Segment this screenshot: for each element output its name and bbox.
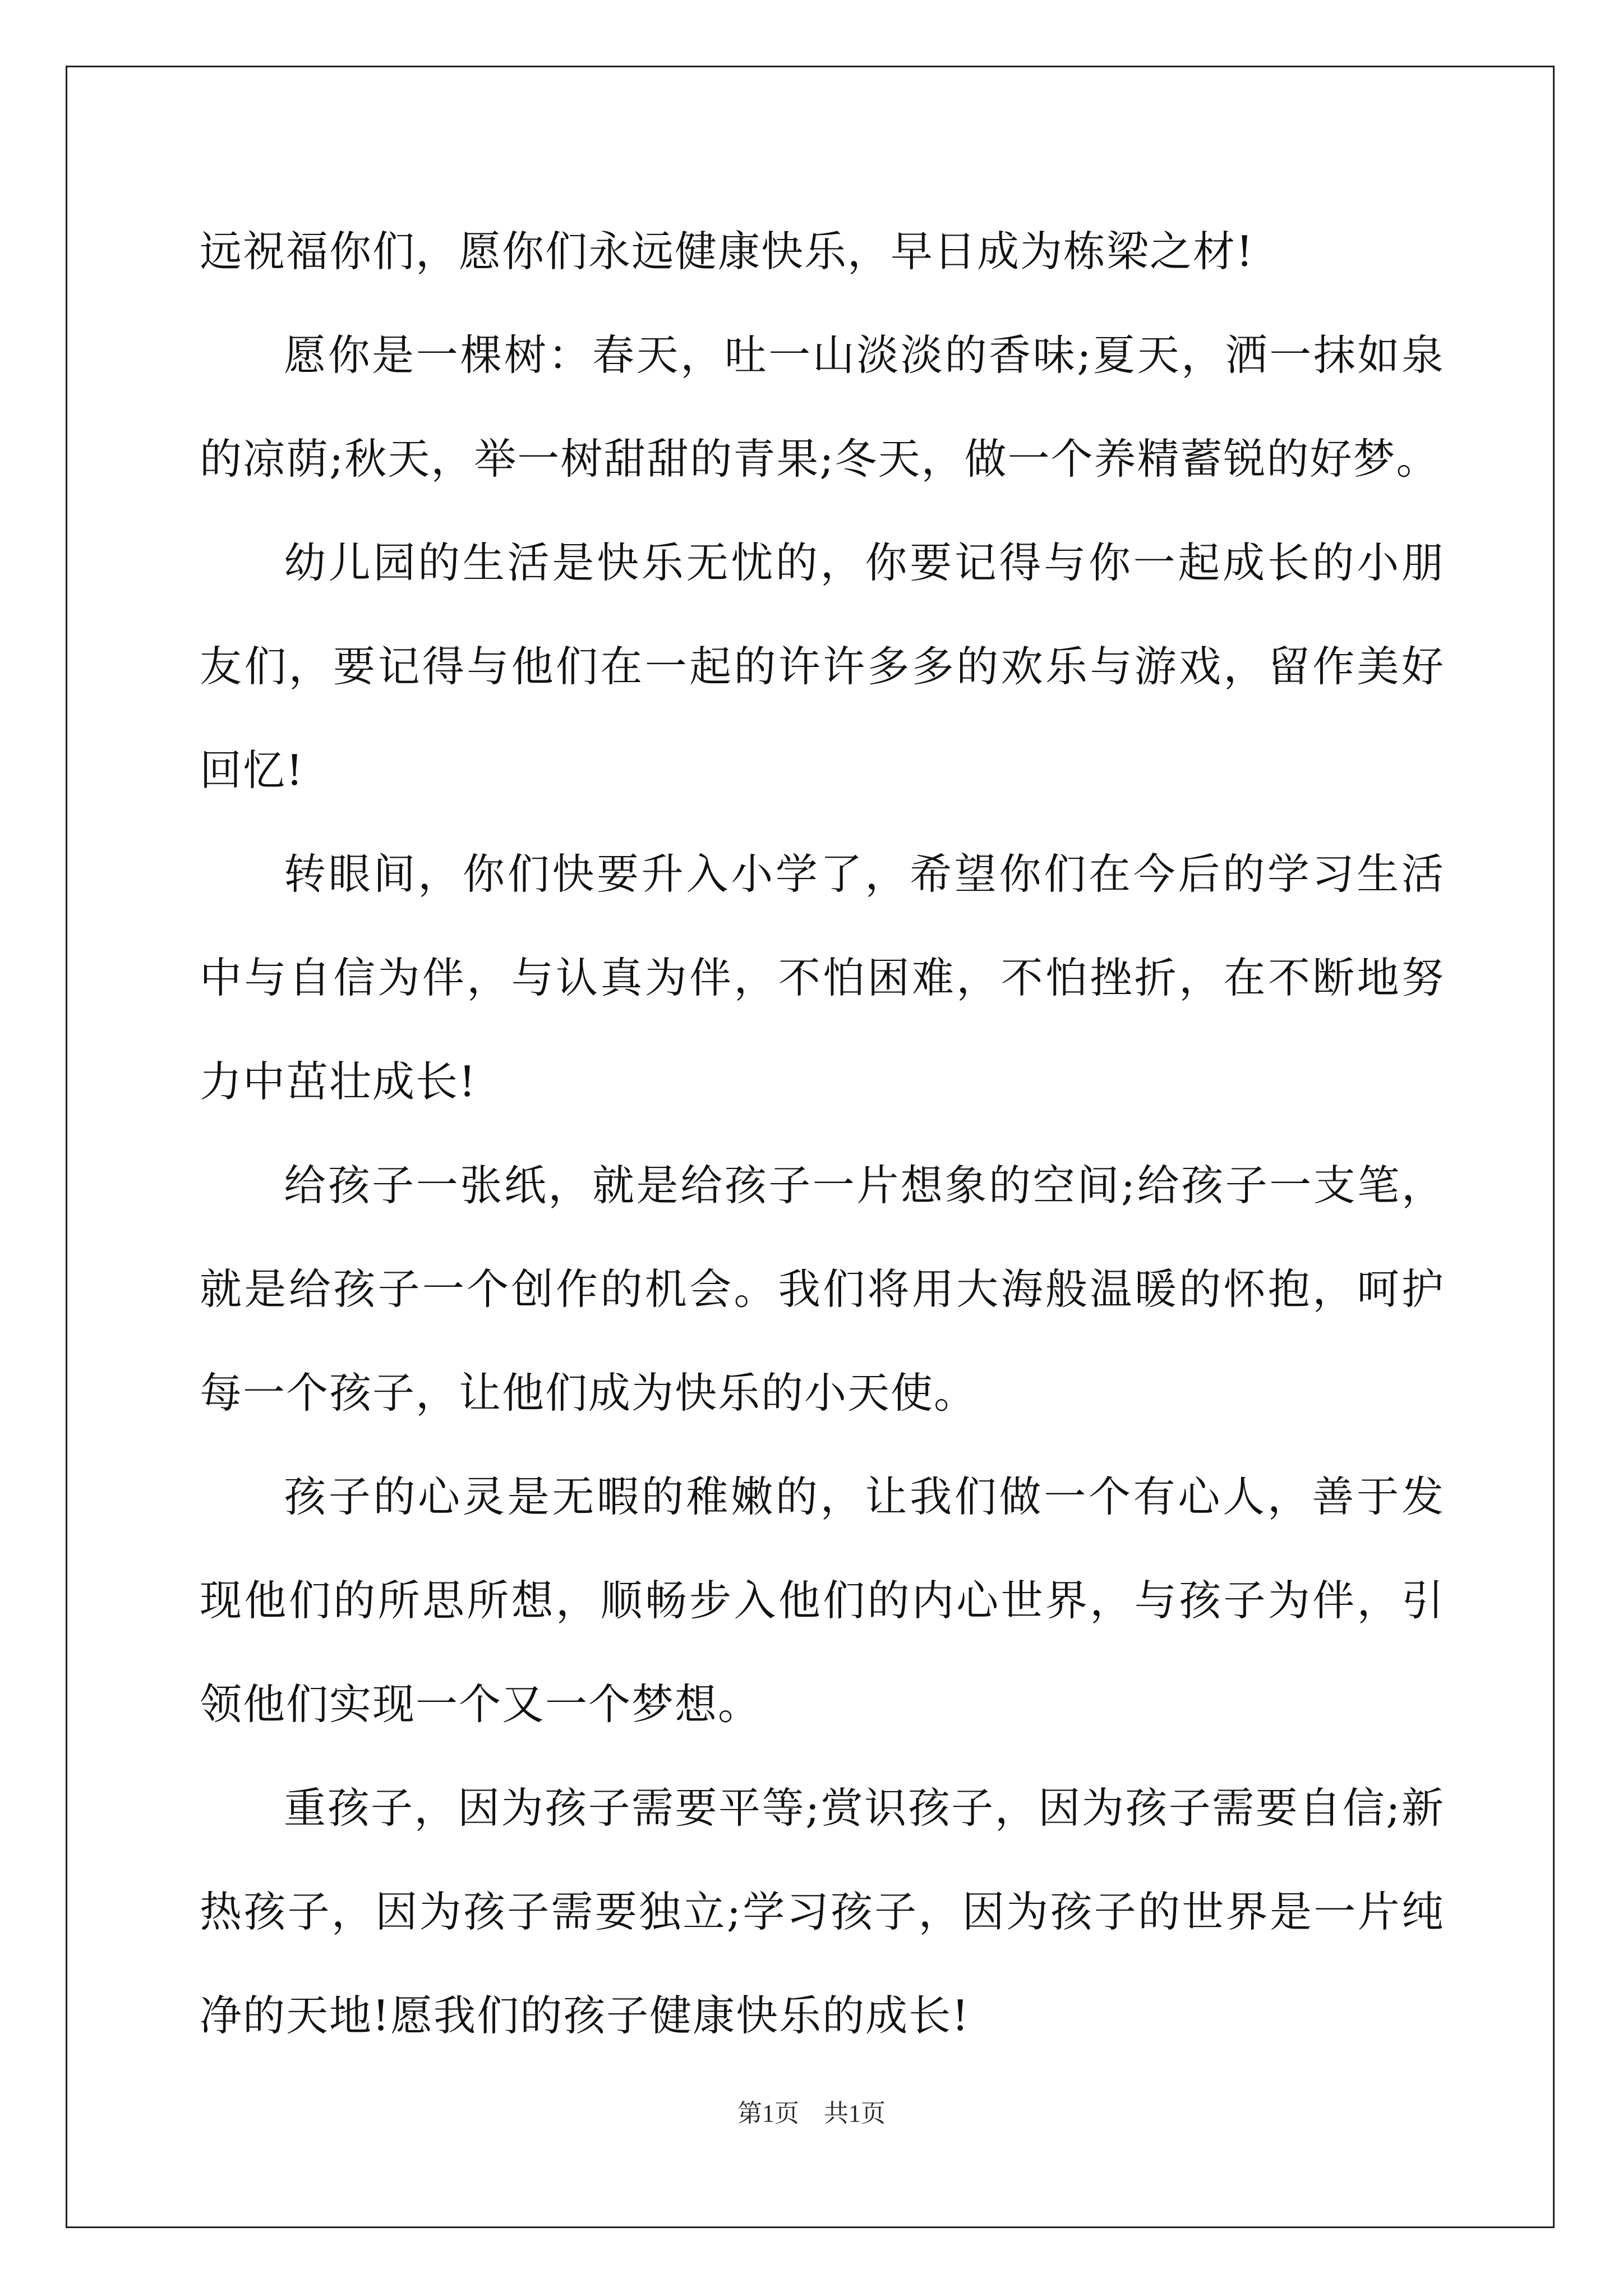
paragraph: 转眼间，你们快要升入小学了，希望你们在今后的学习生活中与自信为伴，与认真为伴，不怕困难，不怕挫折，在不断地努力中茁壮成长!: [200, 849, 1445, 1106]
paragraph: 远祝福你们，愿你们永远健康快乐，早日成为栋梁之材!: [200, 227, 1255, 276]
paragraph: 幼儿园的生活是快乐无忧的，你要记得与你一起成长的小朋友们，要记得与他们在一起的许许多多的欢乐与游戏，留作美好回忆!: [200, 538, 1445, 795]
paragraph: 愿你是一棵树：春天，吐一山淡淡的香味;夏天，洒一抹如泉的凉荫;秋天，举一树甜甜的青果;冬天，做一个养精蓄锐的好梦。: [200, 330, 1445, 484]
page-number: 第1页: [737, 2100, 799, 2127]
paragraph: 孩子的心灵是无暇的稚嫩的，让我们做一个有心人，善于发现他们的所思所想，顺畅步入他们的内心世界，与孩子为伴，引领他们实现一个又一个梦想。: [200, 1472, 1445, 1729]
page-total: 共1页: [824, 2100, 886, 2127]
document-body: [200, 200, 1445, 2068]
paragraph: 重孩子，因为孩子需要平等;赏识孩子，因为孩子需要自信;新热孩子，因为孩子需要独立;学习孩子，因为孩子的世界是一片纯净的天地!愿我们的孩子健康快乐的成长!: [200, 1783, 1445, 2040]
page-footer: [0, 2097, 1623, 2131]
paragraph: 给孩子一张纸，就是给孩子一片想象的空间;给孩子一支笔，就是给孩子一个创作的机会。我们将用大海般温暖的怀抱，呵护每一个孩子，让他们成为快乐的小天使。: [200, 1161, 1445, 1418]
